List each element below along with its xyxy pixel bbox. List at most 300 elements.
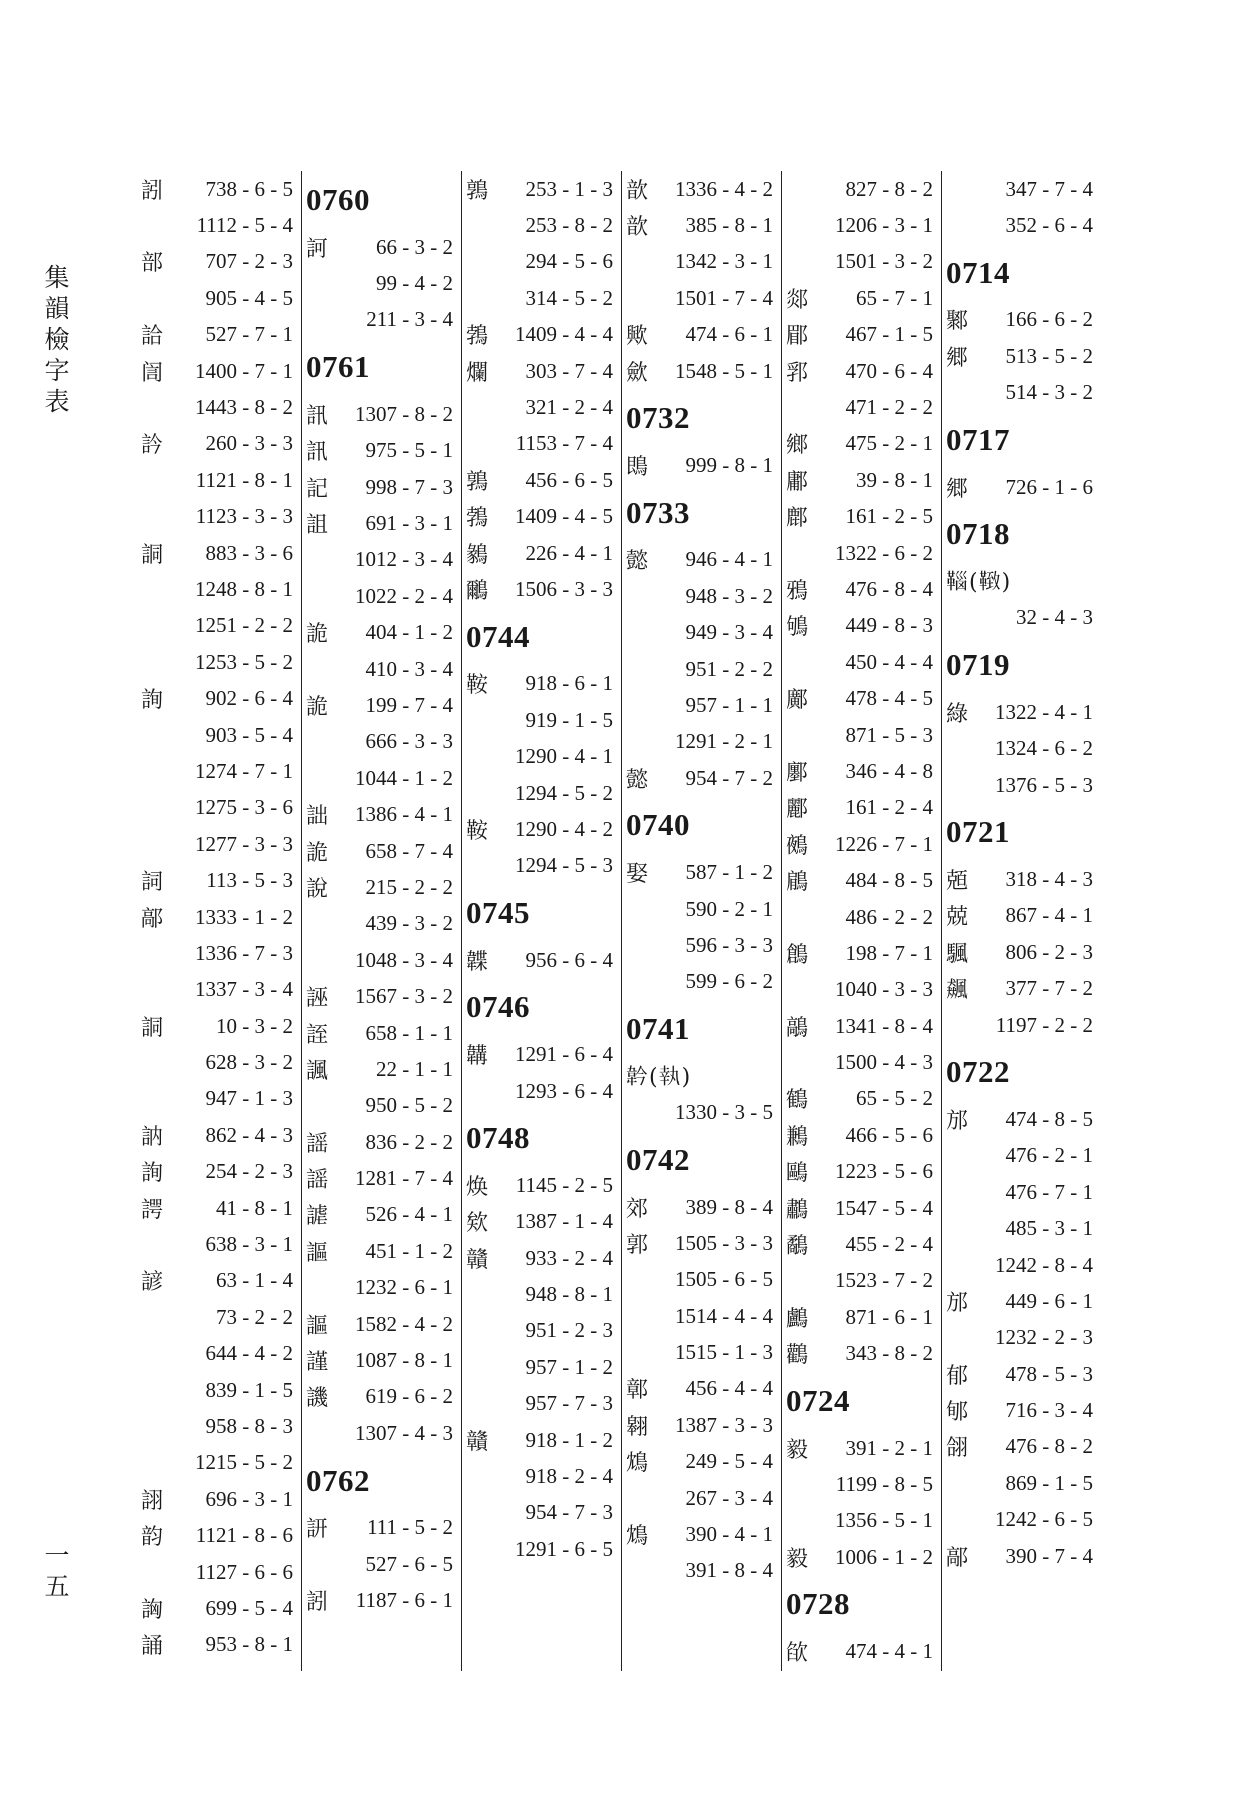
index-entry: [141, 499, 297, 535]
entry-reference: 998 - 7 - 3: [365, 474, 453, 499]
entry-reference: 478 - 5 - 3: [1005, 1361, 1093, 1386]
index-entry: [466, 207, 617, 243]
entry-character: 詭: [306, 694, 329, 720]
entry-character: 歟: [626, 324, 649, 350]
index-entry: [626, 207, 777, 243]
entry-character: 鷸: [786, 1234, 809, 1260]
index-entry: [141, 826, 297, 862]
entry-character: 訊: [306, 403, 329, 429]
entry-reference: 1409 - 4 - 5: [515, 504, 613, 529]
index-entry: [306, 1342, 457, 1378]
index-entry: [946, 1538, 1097, 1574]
entry-reference: 111 - 5 - 2: [367, 1515, 453, 1540]
entry-reference: 596 - 3 - 3: [685, 932, 773, 957]
index-entry: [466, 1386, 617, 1422]
entry-character: 飆: [946, 978, 969, 1004]
entry-reference: 449 - 8 - 3: [845, 613, 933, 638]
entry-reference: 839 - 1 - 5: [205, 1377, 293, 1402]
entry-reference: 1145 - 2 - 5: [515, 1172, 613, 1197]
index-entry: [786, 935, 937, 971]
entry-reference: 954 - 7 - 2: [685, 765, 773, 790]
entry-reference: 699 - 5 - 4: [205, 1595, 293, 1620]
entry-character: 翖: [946, 1436, 969, 1462]
entry-character: 諤: [141, 1197, 164, 1223]
entry-reference: 948 - 8 - 1: [525, 1282, 613, 1307]
index-entry: [946, 1101, 1097, 1137]
index-column: [781, 171, 941, 1671]
entry-character: 贛: [466, 1429, 489, 1455]
index-entry: [141, 753, 297, 789]
entry-character: 訠: [306, 1589, 329, 1615]
entry-reference: 905 - 4 - 5: [205, 285, 293, 310]
index-entry: [786, 680, 937, 716]
entry-reference: 1386 - 4 - 1: [355, 802, 453, 827]
index-entry: [946, 1392, 1097, 1428]
entry-character: 鶬: [786, 942, 809, 968]
side-title: [42, 262, 72, 417]
index-entry: [141, 317, 297, 353]
entry-character: 訮: [306, 1517, 329, 1543]
index-entry: [946, 1320, 1097, 1356]
index-columns: [141, 171, 1101, 1671]
entry-reference: 41 - 8 - 1: [216, 1195, 293, 1220]
entry-reference: 161 - 2 - 5: [845, 504, 933, 529]
entry-reference: 1248 - 8 - 1: [195, 576, 293, 601]
index-entry: [626, 1189, 777, 1225]
entry-reference: 1376 - 5 - 3: [995, 772, 1093, 797]
index-entry: [946, 207, 1097, 243]
section-header: 0721: [946, 814, 1010, 850]
entry-reference: 1199 - 8 - 5: [835, 1471, 933, 1496]
entry-reference: 951 - 2 - 3: [525, 1318, 613, 1343]
entry-reference: 1127 - 6 - 6: [195, 1559, 293, 1584]
entry-reference: 1409 - 4 - 4: [515, 322, 613, 347]
index-entry: [466, 462, 617, 498]
entry-reference: 1322 - 4 - 1: [995, 699, 1093, 724]
entry-reference: 390 - 7 - 4: [1005, 1543, 1093, 1568]
index-entry: [786, 280, 937, 316]
entry-reference: 1232 - 6 - 1: [355, 1275, 453, 1300]
section-header: 0722: [946, 1054, 1010, 1090]
index-entry: [306, 265, 457, 301]
index-entry: [141, 171, 297, 207]
entry-reference: 451 - 1 - 2: [365, 1238, 453, 1263]
index-entry: [946, 1007, 1097, 1043]
entry-character: 毅: [786, 1437, 809, 1463]
index-entry: [466, 1313, 617, 1349]
entry-character: 記: [306, 476, 329, 502]
entry-reference: 1322 - 6 - 2: [835, 540, 933, 565]
index-entry: [946, 1502, 1097, 1538]
entry-reference: 352 - 6 - 4: [1005, 213, 1093, 238]
entry-reference: 638 - 3 - 1: [205, 1232, 293, 1257]
index-entry: [626, 542, 777, 578]
index-entry: [626, 1407, 777, 1443]
entry-reference: 902 - 6 - 4: [205, 686, 293, 711]
entry-reference: 1022 - 2 - 4: [355, 583, 453, 608]
index-entry: [626, 1225, 777, 1261]
entry-reference: 1500 - 4 - 3: [835, 1050, 933, 1075]
entry-reference: 1223 - 5 - 6: [835, 1159, 933, 1184]
entry-character: 鴝: [786, 615, 809, 641]
entry-character: 謳: [306, 1240, 329, 1266]
entry-reference: 1275 - 3 - 6: [195, 795, 293, 820]
index-entry: [466, 811, 617, 847]
entry-reference: 947 - 1 - 3: [205, 1086, 293, 1111]
entry-character: 訶: [306, 236, 329, 262]
entry-character: 鶉: [466, 469, 489, 495]
index-entry: [306, 1088, 457, 1124]
index-entry: [786, 1226, 937, 1262]
index-entry: [306, 1051, 457, 1087]
entry-reference: 1215 - 5 - 2: [195, 1450, 293, 1475]
index-entry: [626, 1516, 777, 1552]
index-entry: [946, 694, 1097, 730]
index-entry: [466, 738, 617, 774]
entry-reference: 314 - 5 - 2: [525, 285, 613, 310]
entry-character: 娶: [626, 862, 649, 888]
page-number-char: 五: [44, 1572, 70, 1601]
entry-reference: 1501 - 7 - 4: [675, 285, 773, 310]
index-entry: [786, 389, 937, 425]
index-entry: [786, 535, 937, 571]
entry-reference: 957 - 1 - 2: [525, 1354, 613, 1379]
section-header: 0745: [466, 895, 530, 931]
section-header: 0724: [786, 1382, 850, 1418]
entry-reference: 385 - 8 - 1: [685, 213, 773, 238]
entry-character: 懿: [626, 549, 649, 575]
entry-character: 詥: [141, 324, 164, 350]
index-entry: [786, 1633, 937, 1669]
index-entry: [786, 1503, 937, 1539]
entry-reference: 1548 - 5 - 1: [675, 358, 773, 383]
index-entry: [306, 906, 457, 942]
index-entry: [946, 1210, 1097, 1246]
index-entry: [786, 244, 937, 280]
index-entry: [141, 717, 297, 753]
entry-character: 綠: [946, 701, 969, 727]
entry-character: 鄽: [786, 760, 809, 786]
index-entry: [306, 1546, 457, 1582]
index-entry: [306, 1306, 457, 1342]
index-entry: [466, 848, 617, 884]
index-entry: [786, 1154, 937, 1190]
index-entry: [946, 861, 1097, 897]
entry-character: 郿: [786, 324, 809, 350]
section-header: 0760: [306, 182, 370, 217]
entry-reference: 1290 - 4 - 2: [515, 816, 613, 841]
entry-reference: 1336 - 4 - 2: [675, 176, 773, 201]
index-entry: [141, 1044, 297, 1080]
entry-reference: 63 - 1 - 4: [216, 1268, 293, 1293]
entry-reference: 513 - 5 - 2: [1005, 343, 1093, 368]
entry-reference: 456 - 6 - 5: [525, 467, 613, 492]
entry-reference: 526 - 4 - 1: [365, 1202, 453, 1227]
entry-reference: 1514 - 4 - 4: [675, 1303, 773, 1328]
index-entry: [786, 608, 937, 644]
entry-reference: 66 - 3 - 2: [376, 234, 453, 259]
entry-reference: 249 - 5 - 4: [685, 1449, 773, 1474]
entry-reference: 587 - 1 - 2: [685, 860, 773, 885]
index-entry: [306, 942, 457, 978]
entry-character: 郷: [946, 345, 969, 371]
index-entry: [946, 600, 1097, 636]
entry-reference: 918 - 1 - 2: [525, 1427, 613, 1452]
entry-reference: 166 - 6 - 2: [1005, 307, 1093, 332]
entry-reference: 449 - 6 - 1: [1005, 1288, 1093, 1313]
index-entry: [946, 767, 1097, 803]
index-entry: [466, 1422, 617, 1458]
index-entry: [141, 389, 297, 425]
entry-reference: 22 - 1 - 1: [376, 1056, 453, 1081]
index-entry: [466, 389, 617, 425]
entry-character: 𩎖(執): [626, 1064, 692, 1090]
entry-reference: 346 - 4 - 8: [845, 758, 933, 783]
entry-reference: 455 - 2 - 4: [845, 1232, 933, 1257]
entry-reference: 476 - 2 - 1: [1005, 1143, 1093, 1168]
index-entry: [786, 171, 937, 207]
index-entry: [306, 796, 457, 832]
entry-character: 酈: [786, 797, 809, 823]
index-entry: [466, 666, 617, 702]
index-column: [461, 171, 621, 1671]
entry-reference: 1582 - 4 - 2: [355, 1311, 453, 1336]
entry-reference: 485 - 3 - 1: [1005, 1216, 1093, 1241]
entry-reference: 253 - 8 - 2: [525, 213, 613, 238]
entry-reference: 1277 - 3 - 3: [195, 831, 293, 856]
entry-character: 詭: [306, 840, 329, 866]
entry-reference: 294 - 5 - 6: [525, 249, 613, 274]
section-header: 0761: [306, 349, 370, 385]
index-entry: [466, 571, 617, 607]
entry-reference: 1153 - 7 - 4: [515, 431, 613, 456]
index-entry: [946, 934, 1097, 970]
entry-character: 誈: [306, 1022, 329, 1048]
entry-reference: 954 - 7 - 3: [525, 1500, 613, 1525]
index-entry: [306, 396, 457, 432]
index-entry: [626, 171, 777, 207]
index-entry: [626, 280, 777, 316]
entry-reference: 1291 - 2 - 1: [675, 729, 773, 754]
index-entry: [141, 535, 297, 571]
entry-character: 謡: [306, 1168, 329, 1194]
entry-character: 鄣: [626, 1378, 649, 1404]
index-entry: [141, 1590, 297, 1626]
index-entry: [786, 1539, 937, 1575]
entry-reference: 950 - 5 - 2: [365, 1093, 453, 1118]
index-entry: [306, 1415, 457, 1451]
section-header: 0746: [466, 989, 530, 1025]
index-entry: [946, 338, 1097, 374]
entry-reference: 215 - 2 - 2: [365, 874, 453, 899]
index-entry: [466, 1458, 617, 1494]
entry-reference: 1342 - 3 - 1: [675, 249, 773, 274]
index-entry: [141, 244, 297, 280]
index-entry: [141, 899, 297, 935]
index-entry: [141, 1517, 297, 1553]
section-header: 0740: [626, 807, 690, 843]
index-entry: [786, 426, 937, 462]
index-entry: [141, 790, 297, 826]
index-entry: [786, 1117, 937, 1153]
entry-reference: 871 - 6 - 1: [845, 1304, 933, 1329]
entry-reference: 999 - 8 - 1: [685, 453, 773, 478]
entry-character: 郭: [626, 1232, 649, 1258]
index-entry: [466, 244, 617, 280]
entry-reference: 1040 - 3 - 3: [835, 977, 933, 1002]
entry-reference: 1506 - 3 - 3: [515, 576, 613, 601]
entry-reference: 1294 - 5 - 2: [515, 780, 613, 805]
index-entry: [141, 680, 297, 716]
entry-reference: 39 - 8 - 1: [856, 467, 933, 492]
entry-reference: 1232 - 2 - 3: [995, 1325, 1093, 1350]
index-entry: [466, 1495, 617, 1531]
section-header: 0732: [626, 400, 690, 436]
index-column: [141, 171, 301, 1671]
index-entry: [626, 447, 777, 483]
entry-character: 謔: [306, 1204, 329, 1230]
index-entry: [141, 280, 297, 316]
entry-reference: 303 - 7 - 4: [525, 358, 613, 383]
entry-reference: 1400 - 7 - 1: [195, 358, 293, 383]
index-entry: [786, 1081, 937, 1117]
entry-reference: 484 - 8 - 5: [845, 868, 933, 893]
entry-character: 鶮: [786, 1015, 809, 1041]
index-entry: [141, 1627, 297, 1663]
entry-reference: 1523 - 7 - 2: [835, 1268, 933, 1293]
index-entry: [141, 1481, 297, 1517]
index-entry: [141, 1554, 297, 1590]
index-entry: [946, 1174, 1097, 1210]
index-entry: [141, 1117, 297, 1153]
section-header: 0718: [946, 516, 1010, 552]
entry-reference: 10 - 3 - 2: [216, 1013, 293, 1038]
entry-reference: 404 - 1 - 2: [365, 620, 453, 645]
section-header: 0719: [946, 647, 1010, 683]
entry-character: 鶉: [466, 178, 489, 204]
entry-reference: 691 - 3 - 1: [365, 511, 453, 536]
index-entry: [946, 1247, 1097, 1283]
index-entry: [141, 862, 297, 898]
entry-reference: 467 - 1 - 5: [845, 322, 933, 347]
entry-character: 譏: [306, 1386, 329, 1412]
entry-character: 贛: [466, 1247, 489, 1273]
entry-reference: 1567 - 3 - 2: [355, 984, 453, 1009]
entry-character: 鄹: [946, 309, 969, 335]
entry-character: 說: [306, 876, 329, 902]
entry-reference: 391 - 2 - 1: [845, 1435, 933, 1460]
index-entry: [306, 1160, 457, 1196]
index-entry: [306, 615, 457, 651]
entry-reference: 862 - 4 - 3: [205, 1122, 293, 1147]
entry-reference: 260 - 3 - 3: [205, 431, 293, 456]
entry-character: 鄉: [786, 433, 809, 459]
entry-character: 詡: [141, 1488, 164, 1514]
index-entry: [466, 535, 617, 571]
index-entry: [306, 505, 457, 541]
entry-reference: 1006 - 1 - 2: [835, 1544, 933, 1569]
index-entry: [626, 1371, 777, 1407]
entry-character: 郷: [946, 476, 969, 502]
index-entry: [786, 717, 937, 753]
index-entry: [466, 1073, 617, 1109]
entry-reference: 198 - 7 - 1: [845, 940, 933, 965]
index-entry: [946, 1429, 1097, 1465]
index-entry: [141, 1336, 297, 1372]
entry-reference: 827 - 8 - 2: [845, 176, 933, 201]
section-header: 0762: [306, 1462, 370, 1498]
entry-character: 韘: [466, 949, 489, 975]
index-entry: [626, 1334, 777, 1370]
index-column: [941, 171, 1101, 1671]
entry-reference: 439 - 3 - 2: [365, 911, 453, 936]
entry-reference: 951 - 2 - 2: [685, 656, 773, 681]
entry-character: 詞: [141, 870, 164, 896]
index-entry: [786, 1044, 937, 1080]
index-entry: [141, 1445, 297, 1481]
entry-reference: 1330 - 3 - 5: [675, 1100, 773, 1125]
entry-reference: 1307 - 4 - 3: [355, 1420, 453, 1445]
side-title-char: 表: [44, 387, 70, 416]
entry-reference: 1341 - 8 - 4: [835, 1013, 933, 1038]
index-entry: [786, 499, 937, 535]
entry-reference: 1505 - 3 - 3: [675, 1230, 773, 1255]
index-entry: [141, 1008, 297, 1044]
section-header: 0742: [626, 1141, 690, 1177]
entry-character: 鵓: [466, 324, 489, 350]
entry-reference: 696 - 3 - 1: [205, 1486, 293, 1511]
entry-reference: 869 - 1 - 5: [1005, 1470, 1093, 1495]
entry-character: 歆: [626, 178, 649, 204]
entry-reference: 1501 - 3 - 2: [835, 249, 933, 274]
entry-reference: 1443 - 8 - 2: [195, 395, 293, 420]
index-entry: [466, 775, 617, 811]
index-entry: [141, 972, 297, 1008]
entry-reference: 871 - 5 - 3: [845, 722, 933, 747]
entry-reference: 1112 - 5 - 4: [196, 213, 293, 238]
index-entry: [626, 1444, 777, 1480]
index-entry: [141, 1299, 297, 1335]
index-entry: [786, 972, 937, 1008]
index-entry: [626, 317, 777, 353]
entry-character: 焕: [466, 1174, 489, 1200]
index-entry: [306, 1233, 457, 1269]
entry-character: 韝: [466, 1044, 489, 1070]
entry-character: 邡: [946, 1290, 969, 1316]
entry-character: 謳: [306, 1313, 329, 1339]
entry-character: 訠: [141, 178, 164, 204]
entry-character: 爛: [466, 360, 489, 386]
side-title-char: 集: [44, 263, 70, 292]
entry-reference: 347 - 7 - 4: [1005, 176, 1093, 201]
entry-character: 詢: [141, 1161, 164, 1187]
entry-character: 訊: [306, 440, 329, 466]
page-number: [42, 1540, 72, 1602]
index-entry: [786, 1190, 937, 1226]
entry-reference: 806 - 2 - 3: [1005, 939, 1093, 964]
index-entry: [466, 280, 617, 316]
index-entry: [141, 608, 297, 644]
index-entry: [946, 171, 1097, 207]
entry-character: 鄗: [141, 906, 164, 932]
entry-reference: 161 - 2 - 4: [845, 795, 933, 820]
entry-reference: 1242 - 8 - 4: [995, 1252, 1093, 1277]
index-entry: [141, 1154, 297, 1190]
entry-reference: 211 - 3 - 4: [366, 307, 453, 332]
index-entry: [626, 1094, 777, 1130]
index-entry: [946, 731, 1097, 767]
index-entry: [306, 1379, 457, 1415]
